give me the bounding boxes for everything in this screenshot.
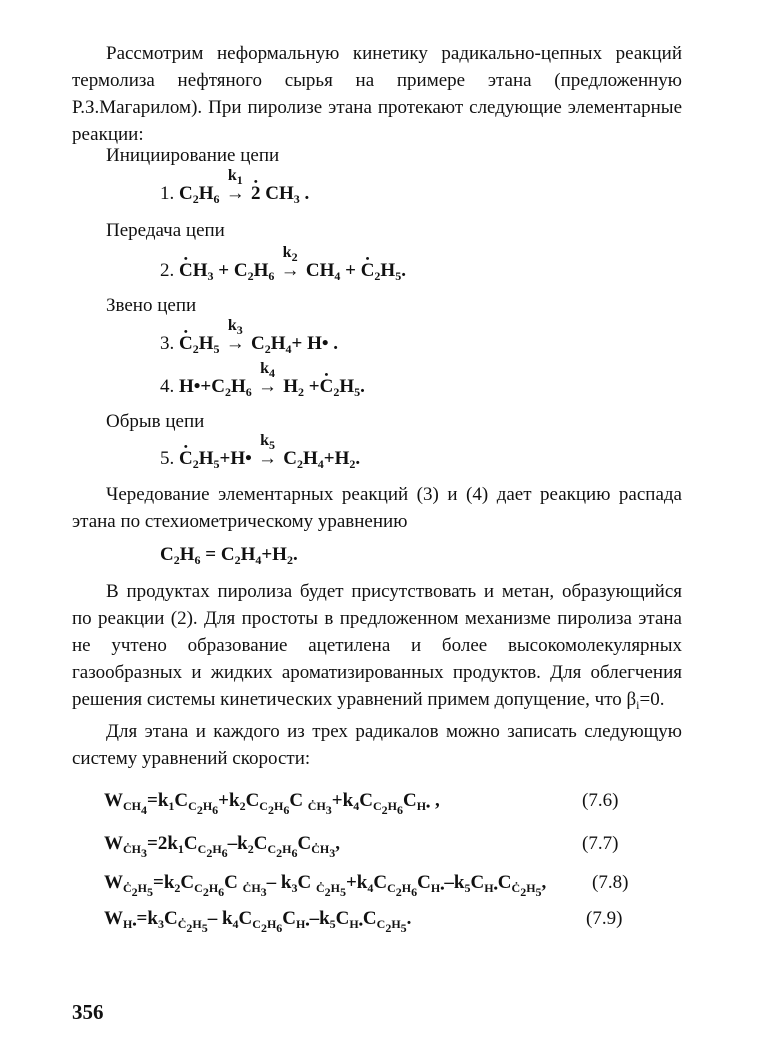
reaction-4-arrow: → $k_4$: [258, 360, 278, 397]
rate-equation-7-8: $W_{Ċ_2H_5}=k_2C_{C_2H_6}C$ $_{ĊH_3}$– $k_3C$ $_{Ċ_2H_5}+k_4C_{C_2H_6}C_{H•}-k_5C_{H•}C_{Ċ_2H_5}$,: [104, 872, 547, 899]
reaction-2-number: 2.: [160, 260, 175, 281]
methane-paragraph: В продуктах пиролиза будет присутствовать и метан, образующийся по реакции (2). Для простоты в предложенном механизме пиролиза этана не учтено образование ацетилена и более высокомолекулярных газообразных и жидких ароматизированных продуктов. Для облегчения решения системы кинетических уравнений примем допущение, что $\beta_i=0$.: [72, 581, 682, 712]
page-number: 356: [72, 1000, 104, 1024]
heading-link: Звено цепи: [106, 295, 197, 316]
reaction-3-arrow: → $k_3$: [225, 317, 245, 354]
heading-initiation: Инициирование цепи: [106, 145, 280, 166]
intro-paragraph: Рассмотрим неформальную кинетику радикально-цепных реакций термолиза нефтяного сырья на примере этана (предложенную Р.З.Магарилом). При пиролизе этана протекают следующие элементарные реакции:: [72, 43, 682, 145]
alternation-paragraph: Чередование элементарных реакций (3) и (4) дает реакцию распада этана по стехиометрическому уравнению: [72, 484, 682, 532]
reaction-5-number: 5.: [160, 448, 175, 469]
reaction-2-arrow: → $k_2$: [280, 244, 300, 281]
equation-number-7-6: (7.6): [582, 790, 619, 811]
reaction-2: 2. • $CH_3 + C_2H_6$ → $k_2$ $CH_4$ + • $C_2H_5$.: [160, 259, 406, 283]
reaction-1-number: 1.: [160, 183, 175, 204]
reaction-1: 1. $C_2H_6$ → $k_1$ • 2 $CH_3$ .: [160, 182, 309, 206]
reaction-3: 3. • $C_2H_5$ → $k_3$ $C_2H_4+$ H• .: [160, 332, 338, 356]
rate-equation-7-7: $W_{ĊH_3}=2k_1C_{C_2H_6}-k_2C_{C_2H_6}C_{ĊH_3}$,: [104, 833, 340, 860]
reaction-5: 5. • $C_2H_5+H•$ → $k_5$ $C_2H_4+H_2$.: [160, 447, 360, 471]
reaction-4: 4. $H•+C_2H_6$ → $k_4$ $H_2$ +• $C_2H_5$.: [160, 375, 365, 399]
reaction-1-arrow: → $k_1$: [225, 167, 245, 204]
heading-transfer: Передача цепи: [106, 220, 225, 241]
rate-equation-7-6: $W_{CH_4}=k_1C_{C_2H_6}+k_2C_{C_2H_6}C$ $_{ĊH_3}+k_4C_{C_2H_6}C_{H•}$ ,: [104, 790, 440, 817]
reaction-3-number: 3.: [160, 333, 175, 354]
heading-termination: Обрыв цепи: [106, 411, 205, 432]
rate-equation-7-9: $W_{H•}=k_3C_{Ċ_2H_5}-$ $k_4C_{C_2H_6}C_{H•}-k_5C_{H•}C_{C_2H_5}$.: [104, 908, 412, 935]
system-paragraph: Для этана и каждого из трех радикалов можно записать следующую систему уравнений скорости:: [72, 721, 682, 769]
methane-tail: =0.: [639, 689, 665, 710]
equation-number-7-8: (7.8): [592, 872, 629, 893]
equation-number-7-9: (7.9): [586, 908, 623, 929]
reaction-4-number: 4.: [160, 376, 175, 397]
methane-text: В продуктах пиролиза будет присутствовать и метан, образующийся по реакции (2). Для простоты в предложенном механизме пиролиза этана не учтено образование ацетилена и более высокомолекулярных газообразных и жидких ароматизированных продуктов. Для облегчения решения системы кинетических уравнений примем допущение, что β: [72, 581, 682, 710]
overall-equation: $C_2H_6 = C_2H_4+H_2$.: [160, 544, 298, 567]
equation-number-7-7: (7.7): [582, 833, 619, 854]
reaction-5-arrow: → $k_5$: [258, 432, 278, 469]
